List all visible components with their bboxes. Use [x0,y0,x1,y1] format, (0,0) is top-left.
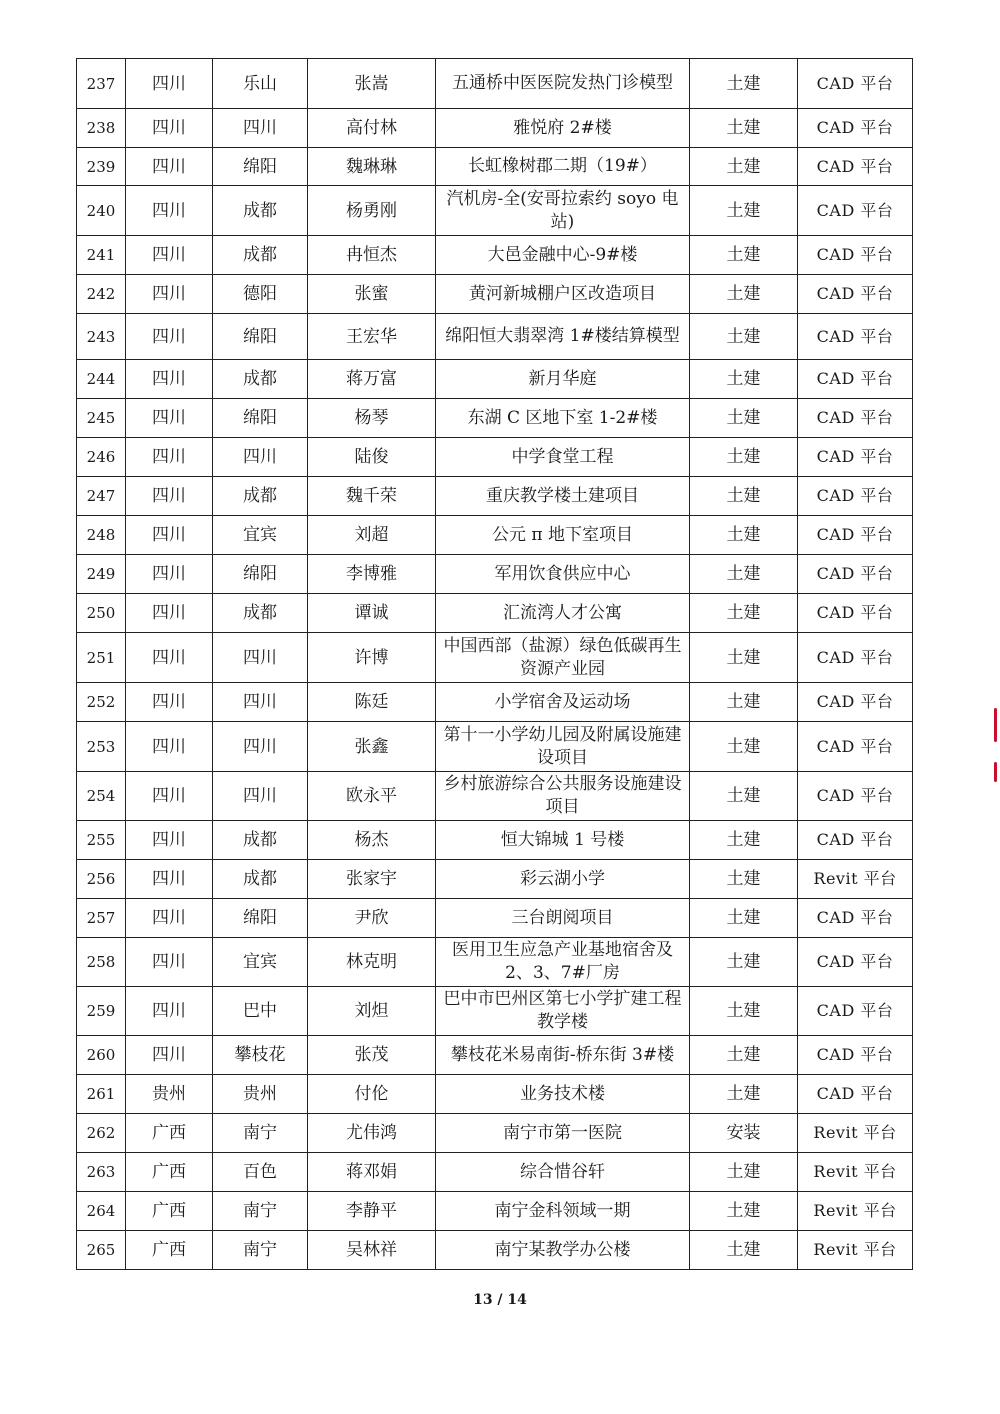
name-cell: 魏千荣 [308,477,436,516]
table-row [77,399,913,438]
province-cell: 四川 [126,438,213,477]
table-row [77,109,913,148]
name-cell: 蒋邓娟 [308,1153,436,1192]
row-number: 248 [77,516,126,555]
category-cell: 土建 [690,555,798,594]
platform-cell: CAD 平台 [798,360,913,399]
platform-cell: CAD 平台 [798,438,913,477]
name-cell: 刘超 [308,516,436,555]
city-cell: 四川 [213,633,308,683]
category-cell: 土建 [690,109,798,148]
row-number: 249 [77,555,126,594]
name-cell: 冉恒杰 [308,236,436,275]
table-row [77,1231,913,1270]
category-cell: 安装 [690,1114,798,1153]
platform-cell: CAD 平台 [798,987,913,1036]
category-cell: 土建 [690,899,798,938]
project-cell: 重庆教学楼土建项目 [436,477,690,516]
province-cell: 四川 [126,899,213,938]
category-cell: 土建 [690,821,798,860]
project-cell: 乡村旅游综合公共服务设施建设项目 [436,772,690,821]
row-number: 254 [77,772,126,821]
award-list-sheet [76,58,912,1270]
row-number: 252 [77,683,126,722]
project-cell: 综合惜谷轩 [436,1153,690,1192]
row-number: 257 [77,899,126,938]
project-cell: 南宁某教学办公楼 [436,1231,690,1270]
platform-cell: CAD 平台 [798,683,913,722]
category-cell: 土建 [690,1075,798,1114]
row-number: 240 [77,186,126,236]
row-number: 237 [77,59,126,109]
city-cell: 四川 [213,772,308,821]
name-cell: 许博 [308,633,436,683]
project-cell: 南宁金科领域一期 [436,1192,690,1231]
city-cell: 成都 [213,477,308,516]
province-cell: 四川 [126,314,213,360]
table-row [77,821,913,860]
province-cell: 广西 [126,1153,213,1192]
table-row [77,938,913,987]
province-cell: 四川 [126,148,213,186]
city-cell: 南宁 [213,1114,308,1153]
table-row [77,1075,913,1114]
city-cell: 宜宾 [213,938,308,987]
row-number: 261 [77,1075,126,1114]
project-cell: 攀枝花米易南街-桥东街 3#楼 [436,1036,690,1075]
name-cell: 陈廷 [308,683,436,722]
province-cell: 四川 [126,594,213,633]
city-cell: 乐山 [213,59,308,109]
project-cell: 中国西部（盐源）绿色低碳再生资源产业园 [436,633,690,683]
table-row [77,438,913,477]
name-cell: 王宏华 [308,314,436,360]
category-cell: 土建 [690,275,798,314]
table-row [77,59,913,109]
project-cell: 小学宿舍及运动场 [436,683,690,722]
row-number: 258 [77,938,126,987]
platform-cell: CAD 平台 [798,594,913,633]
platform-cell: CAD 平台 [798,477,913,516]
row-number: 245 [77,399,126,438]
table-row [77,683,913,722]
category-cell: 土建 [690,360,798,399]
province-cell: 四川 [126,772,213,821]
category-cell: 土建 [690,148,798,186]
project-cell: 南宁市第一医院 [436,1114,690,1153]
table-row [77,633,913,683]
province-cell: 四川 [126,938,213,987]
row-number: 238 [77,109,126,148]
platform-cell: CAD 平台 [798,399,913,438]
province-cell: 四川 [126,555,213,594]
category-cell: 土建 [690,1036,798,1075]
table-row [77,594,913,633]
city-cell: 四川 [213,438,308,477]
province-cell: 四川 [126,186,213,236]
province-cell: 广西 [126,1192,213,1231]
province-cell: 四川 [126,1036,213,1075]
province-cell: 四川 [126,360,213,399]
platform-cell: CAD 平台 [798,722,913,772]
row-number: 262 [77,1114,126,1153]
table-row [77,772,913,821]
platform-cell: CAD 平台 [798,109,913,148]
platform-cell: CAD 平台 [798,59,913,109]
row-number: 250 [77,594,126,633]
city-cell: 南宁 [213,1192,308,1231]
table-body [77,59,913,1270]
platform-cell: CAD 平台 [798,236,913,275]
name-cell: 吴林祥 [308,1231,436,1270]
project-cell: 绵阳恒大翡翠湾 1#楼结算模型 [436,314,690,360]
category-cell: 土建 [690,236,798,275]
city-cell: 绵阳 [213,314,308,360]
platform-cell: CAD 平台 [798,938,913,987]
city-cell: 巴中 [213,987,308,1036]
platform-cell: CAD 平台 [798,516,913,555]
category-cell: 土建 [690,314,798,360]
row-number: 256 [77,860,126,899]
name-cell: 张嵩 [308,59,436,109]
name-cell: 尤伟鸿 [308,1114,436,1153]
page-number: 13 / 14 [473,1292,527,1308]
province-cell: 四川 [126,722,213,772]
name-cell: 魏琳琳 [308,148,436,186]
red-margin-mark [994,708,997,742]
row-number: 263 [77,1153,126,1192]
platform-cell: Revit 平台 [798,860,913,899]
city-cell: 成都 [213,360,308,399]
row-number: 260 [77,1036,126,1075]
city-cell: 绵阳 [213,399,308,438]
province-cell: 四川 [126,236,213,275]
platform-cell: Revit 平台 [798,1231,913,1270]
table-row [77,987,913,1036]
table-row [77,555,913,594]
row-number: 242 [77,275,126,314]
name-cell: 陆俊 [308,438,436,477]
platform-cell: CAD 平台 [798,772,913,821]
category-cell: 土建 [690,1153,798,1192]
city-cell: 攀枝花 [213,1036,308,1075]
row-number: 243 [77,314,126,360]
project-cell: 彩云湖小学 [436,860,690,899]
table-row [77,722,913,772]
name-cell: 李静平 [308,1192,436,1231]
category-cell: 土建 [690,633,798,683]
table-row [77,477,913,516]
name-cell: 李博雅 [308,555,436,594]
table-row [77,1192,913,1231]
platform-cell: CAD 平台 [798,1075,913,1114]
province-cell: 广西 [126,1114,213,1153]
city-cell: 四川 [213,109,308,148]
category-cell: 土建 [690,987,798,1036]
city-cell: 宜宾 [213,516,308,555]
city-cell: 成都 [213,860,308,899]
name-cell: 高付林 [308,109,436,148]
award-table [76,58,913,1270]
platform-cell: CAD 平台 [798,148,913,186]
table-row [77,1153,913,1192]
city-cell: 贵州 [213,1075,308,1114]
city-cell: 德阳 [213,275,308,314]
city-cell: 百色 [213,1153,308,1192]
platform-cell: CAD 平台 [798,633,913,683]
project-cell: 东湖 C 区地下室 1-2#楼 [436,399,690,438]
category-cell: 土建 [690,399,798,438]
name-cell: 尹欣 [308,899,436,938]
platform-cell: CAD 平台 [798,1036,913,1075]
table-row [77,1036,913,1075]
category-cell: 土建 [690,59,798,109]
category-cell: 土建 [690,772,798,821]
table-row [77,1114,913,1153]
province-cell: 四川 [126,109,213,148]
project-cell: 大邑金融中心-9#楼 [436,236,690,275]
province-cell: 广西 [126,1231,213,1270]
province-cell: 四川 [126,516,213,555]
platform-cell: Revit 平台 [798,1153,913,1192]
row-number: 247 [77,477,126,516]
project-cell: 业务技术楼 [436,1075,690,1114]
city-cell: 四川 [213,722,308,772]
category-cell: 土建 [690,186,798,236]
table-row [77,275,913,314]
category-cell: 土建 [690,477,798,516]
name-cell: 张鑫 [308,722,436,772]
city-cell: 成都 [213,236,308,275]
table-row [77,360,913,399]
name-cell: 林克明 [308,938,436,987]
category-cell: 土建 [690,860,798,899]
category-cell: 土建 [690,594,798,633]
province-cell: 四川 [126,477,213,516]
province-cell: 四川 [126,860,213,899]
name-cell: 蒋万富 [308,360,436,399]
platform-cell: CAD 平台 [798,314,913,360]
platform-cell: CAD 平台 [798,275,913,314]
project-cell: 汽机房-全(安哥拉索约 soyo 电站) [436,186,690,236]
name-cell: 张家宇 [308,860,436,899]
name-cell: 杨勇刚 [308,186,436,236]
province-cell: 贵州 [126,1075,213,1114]
category-cell: 土建 [690,938,798,987]
platform-cell: CAD 平台 [798,555,913,594]
row-number: 264 [77,1192,126,1231]
project-cell: 新月华庭 [436,360,690,399]
city-cell: 绵阳 [213,148,308,186]
project-cell: 雅悦府 2#楼 [436,109,690,148]
category-cell: 土建 [690,438,798,477]
project-cell: 长虹橡树郡二期（19#） [436,148,690,186]
province-cell: 四川 [126,399,213,438]
project-cell: 公元 π 地下室项目 [436,516,690,555]
city-cell: 成都 [213,821,308,860]
name-cell: 张蜜 [308,275,436,314]
province-cell: 四川 [126,821,213,860]
name-cell: 杨杰 [308,821,436,860]
row-number: 259 [77,987,126,1036]
category-cell: 土建 [690,516,798,555]
name-cell: 杨琴 [308,399,436,438]
row-number: 241 [77,236,126,275]
table-row [77,899,913,938]
row-number: 251 [77,633,126,683]
project-cell: 中学食堂工程 [436,438,690,477]
province-cell: 四川 [126,275,213,314]
table-row [77,314,913,360]
name-cell: 欧永平 [308,772,436,821]
row-number: 253 [77,722,126,772]
province-cell: 四川 [126,59,213,109]
project-cell: 军用饮食供应中心 [436,555,690,594]
province-cell: 四川 [126,683,213,722]
city-cell: 南宁 [213,1231,308,1270]
name-cell: 谭诚 [308,594,436,633]
city-cell: 绵阳 [213,899,308,938]
project-cell: 第十一小学幼儿园及附属设施建设项目 [436,722,690,772]
category-cell: 土建 [690,1192,798,1231]
platform-cell: Revit 平台 [798,1114,913,1153]
table-row [77,186,913,236]
province-cell: 四川 [126,987,213,1036]
platform-cell: CAD 平台 [798,899,913,938]
category-cell: 土建 [690,683,798,722]
project-cell: 恒大锦城 1 号楼 [436,821,690,860]
project-cell: 三台朗阅项目 [436,899,690,938]
province-cell: 四川 [126,633,213,683]
row-number: 244 [77,360,126,399]
platform-cell: Revit 平台 [798,1192,913,1231]
row-number: 246 [77,438,126,477]
category-cell: 土建 [690,1231,798,1270]
table-row [77,860,913,899]
project-cell: 五通桥中医医院发热门诊模型 [436,59,690,109]
city-cell: 四川 [213,683,308,722]
city-cell: 成都 [213,594,308,633]
project-cell: 汇流湾人才公寓 [436,594,690,633]
project-cell: 黄河新城棚户区改造项目 [436,275,690,314]
name-cell: 付伦 [308,1075,436,1114]
row-number: 239 [77,148,126,186]
red-margin-mark [994,762,997,782]
name-cell: 张茂 [308,1036,436,1075]
city-cell: 绵阳 [213,555,308,594]
table-row [77,148,913,186]
row-number: 255 [77,821,126,860]
category-cell: 土建 [690,722,798,772]
platform-cell: CAD 平台 [798,186,913,236]
project-cell: 巴中市巴州区第七小学扩建工程教学楼 [436,987,690,1036]
table-row [77,236,913,275]
platform-cell: CAD 平台 [798,821,913,860]
table-row [77,516,913,555]
city-cell: 成都 [213,186,308,236]
row-number: 265 [77,1231,126,1270]
project-cell: 医用卫生应急产业基地宿舍及 2、3、7#厂房 [436,938,690,987]
name-cell: 刘炟 [308,987,436,1036]
